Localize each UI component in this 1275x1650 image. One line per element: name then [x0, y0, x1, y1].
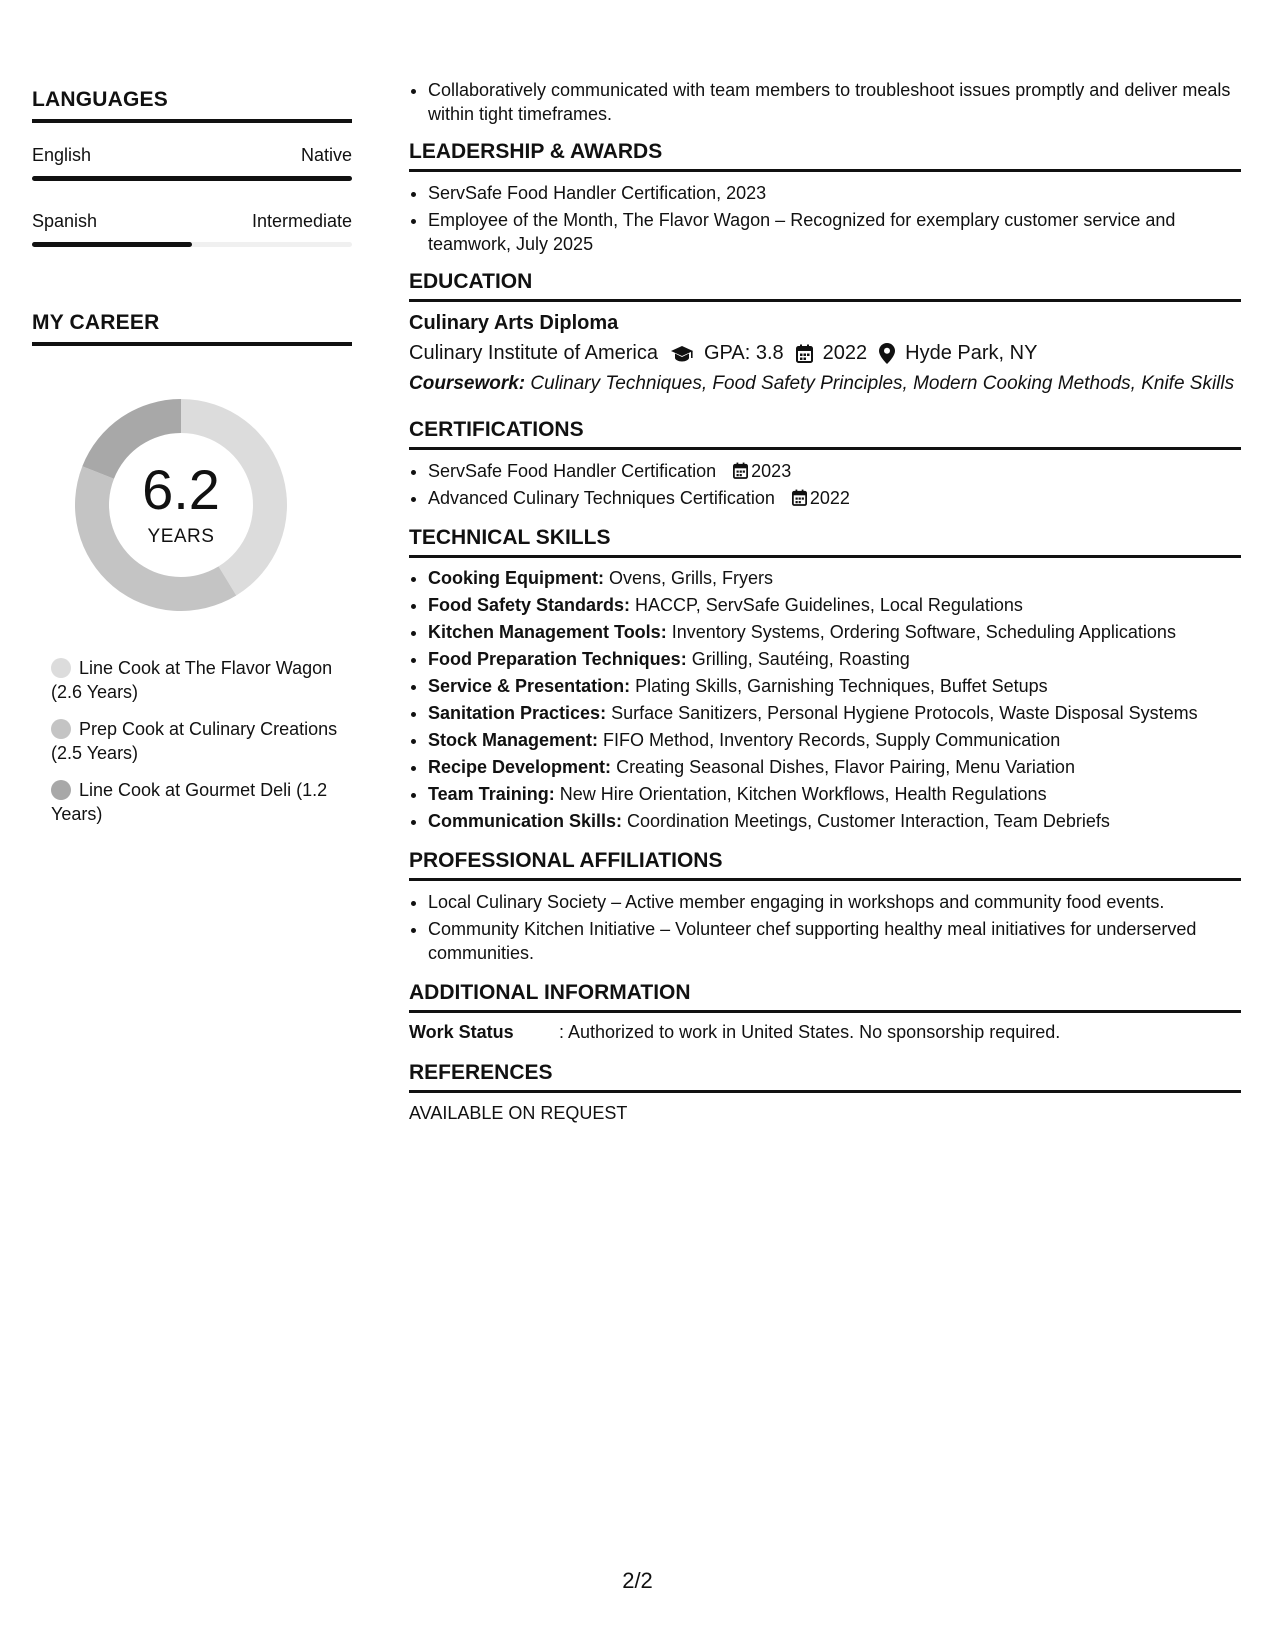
skill-value: Ovens, Grills, Fryers: [603, 568, 773, 588]
skill-label: Sanitation Practices:: [428, 703, 607, 723]
skill-value: Inventory Systems, Ordering Software, Scheduling Applications: [666, 622, 1176, 642]
language-proficiency-bar: [32, 176, 352, 181]
skill-label: Communication Skills:: [428, 811, 623, 831]
education-coursework: [409, 372, 1241, 396]
career-donut-chart: [66, 390, 296, 620]
skill-label: Kitchen Management Tools:: [428, 622, 667, 642]
career-legend: [51, 656, 341, 826]
education-section: [409, 270, 1241, 396]
education-school: Culinary Institute of America: [409, 342, 658, 364]
skill-item: [428, 566, 1241, 590]
experience-tail-list: [409, 78, 1241, 126]
leadership-item: • ServSafe Food Handler Certification, 2023: [428, 181, 1241, 205]
skill-value: Coordination Meetings, Customer Interaction, Team Debriefs: [622, 811, 1110, 831]
additional-info-heading: ADDITIONAL INFORMATION: [409, 981, 1241, 1013]
skill-value: Plating Skills, Garnishing Techniques, Buffet Setups: [630, 676, 1048, 696]
education-degree: Culinary Arts Diploma: [409, 312, 619, 334]
skill-label: Service & Presentation:: [428, 676, 631, 696]
skill-label: Food Preparation Techniques:: [428, 649, 687, 669]
skill-value: Surface Sanitizers, Personal Hygiene Protocols, Waste Disposal Systems: [606, 703, 1198, 723]
language-proficiency-fill: [32, 242, 192, 247]
work-status-value: : Authorized to work in United States. No sponsorship required.: [559, 1022, 1061, 1042]
calendar-icon: [796, 344, 813, 363]
skill-value: HACCP, ServSafe Guidelines, Local Regulations: [630, 595, 1023, 615]
language-name: Spanish: [32, 211, 98, 231]
affiliation-item: • Community Kitchen Initiative – Volunteer chef supporting healthy meal initiatives for underserved communities.: [428, 917, 1241, 965]
main-content: [409, 78, 1241, 1124]
education-gpa: GPA: 3.8: [704, 342, 784, 364]
skill-label: Team Training:: [428, 784, 555, 804]
skill-item: [428, 620, 1241, 644]
certifications-heading: CERTIFICATIONS: [409, 418, 1241, 450]
coursework-label: Coursework:: [409, 373, 526, 394]
skill-item: [428, 647, 1241, 671]
skill-item: [428, 701, 1241, 725]
certification-item: [428, 459, 1241, 483]
career-total-years: 6.2: [142, 458, 220, 521]
affiliations-heading: PROFESSIONAL AFFILIATIONS: [409, 849, 1241, 881]
education-details: [409, 342, 1241, 365]
legend-dot: [51, 780, 71, 800]
education-year: 2022: [822, 342, 868, 364]
certifications-section: [409, 418, 1241, 510]
leadership-section: [409, 140, 1241, 256]
references-text: AVAILABLE ON REQUEST: [409, 1103, 628, 1123]
career-legend-item: [51, 778, 341, 826]
experience-bullet: • Collaboratively communicated with team members to troubleshoot issues promptly and deliver meals within tight timeframes.: [428, 78, 1241, 126]
skill-item: [428, 782, 1241, 806]
skill-label: Recipe Development:: [428, 757, 612, 777]
skill-label: Food Safety Standards:: [428, 595, 631, 615]
graduation-cap-icon: [670, 345, 694, 363]
skill-value: FIFO Method, Inventory Records, Supply Communication: [598, 730, 1061, 750]
certification-item: [428, 486, 1241, 510]
career-heading: MY CAREER: [32, 311, 352, 346]
page-number: 2/2: [622, 1568, 653, 1593]
skill-label: Stock Management:: [428, 730, 599, 750]
technical-skills-heading: TECHNICAL SKILLS: [409, 526, 1241, 558]
affiliations-section: [409, 849, 1241, 965]
career-total-unit: YEARS: [147, 526, 215, 547]
additional-info-section: [409, 981, 1241, 1043]
certification-name: Advanced Culinary Techniques Certification: [428, 488, 775, 508]
career-legend-item: [51, 717, 341, 765]
legend-label: Line Cook at The Flavor Wagon (2.6 Years): [51, 658, 333, 702]
languages-heading: LANGUAGES: [32, 88, 352, 123]
skill-item: [428, 728, 1241, 752]
language-english: [32, 145, 352, 181]
language-level: Native: [300, 145, 352, 165]
work-status-label: Work Status: [409, 1022, 514, 1042]
skill-item: [428, 593, 1241, 617]
coursework-text: Culinary Techniques, Food Safety Principles, Modern Cooking Methods, Knife Skills: [525, 373, 1235, 394]
skill-value: Grilling, Sautéing, Roasting: [686, 649, 910, 669]
technical-skills-section: [409, 526, 1241, 833]
language-level: Intermediate: [251, 211, 352, 231]
leadership-heading: LEADERSHIP & AWARDS: [409, 140, 1241, 172]
references-section: [409, 1061, 1241, 1124]
skill-value: New Hire Orientation, Kitchen Workflows, Health Regulations: [554, 784, 1047, 804]
leadership-item: • Employee of the Month, The Flavor Wagon – Recognized for exemplary customer service and teamwork, July 2025: [428, 208, 1241, 256]
skill-label: Cooking Equipment:: [428, 568, 604, 588]
calendar-icon: [792, 489, 807, 506]
skill-value: Creating Seasonal Dishes, Flavor Pairing, Menu Variation: [611, 757, 1075, 777]
legend-label: Prep Cook at Culinary Creations (2.5 Years): [51, 719, 338, 763]
calendar-icon: [733, 462, 748, 479]
work-status-row: [409, 1022, 1241, 1043]
skill-item: [428, 674, 1241, 698]
education-heading: EDUCATION: [409, 270, 1241, 302]
language-name: English: [32, 145, 92, 165]
skill-item: [428, 755, 1241, 779]
language-spanish: [32, 211, 352, 247]
education-location: Hyde Park, NY: [905, 342, 1038, 364]
legend-label: Line Cook at Gourmet Deli (1.2 Years): [51, 780, 328, 824]
career-legend-item: [51, 656, 341, 704]
affiliation-item: • Local Culinary Society – Active member engaging in workshops and community food events.: [428, 890, 1241, 914]
certification-year: 2022: [809, 488, 850, 508]
references-heading: REFERENCES: [409, 1061, 1241, 1093]
language-proficiency-fill: [32, 176, 352, 181]
certification-year: 2023: [751, 461, 792, 481]
sidebar: [32, 88, 352, 839]
language-proficiency-bar: [32, 242, 352, 247]
skill-item: [428, 809, 1241, 833]
legend-dot: [51, 719, 71, 739]
legend-dot: [51, 658, 71, 678]
certification-name: ServSafe Food Handler Certification: [428, 461, 717, 481]
map-pin-icon: [879, 343, 895, 364]
